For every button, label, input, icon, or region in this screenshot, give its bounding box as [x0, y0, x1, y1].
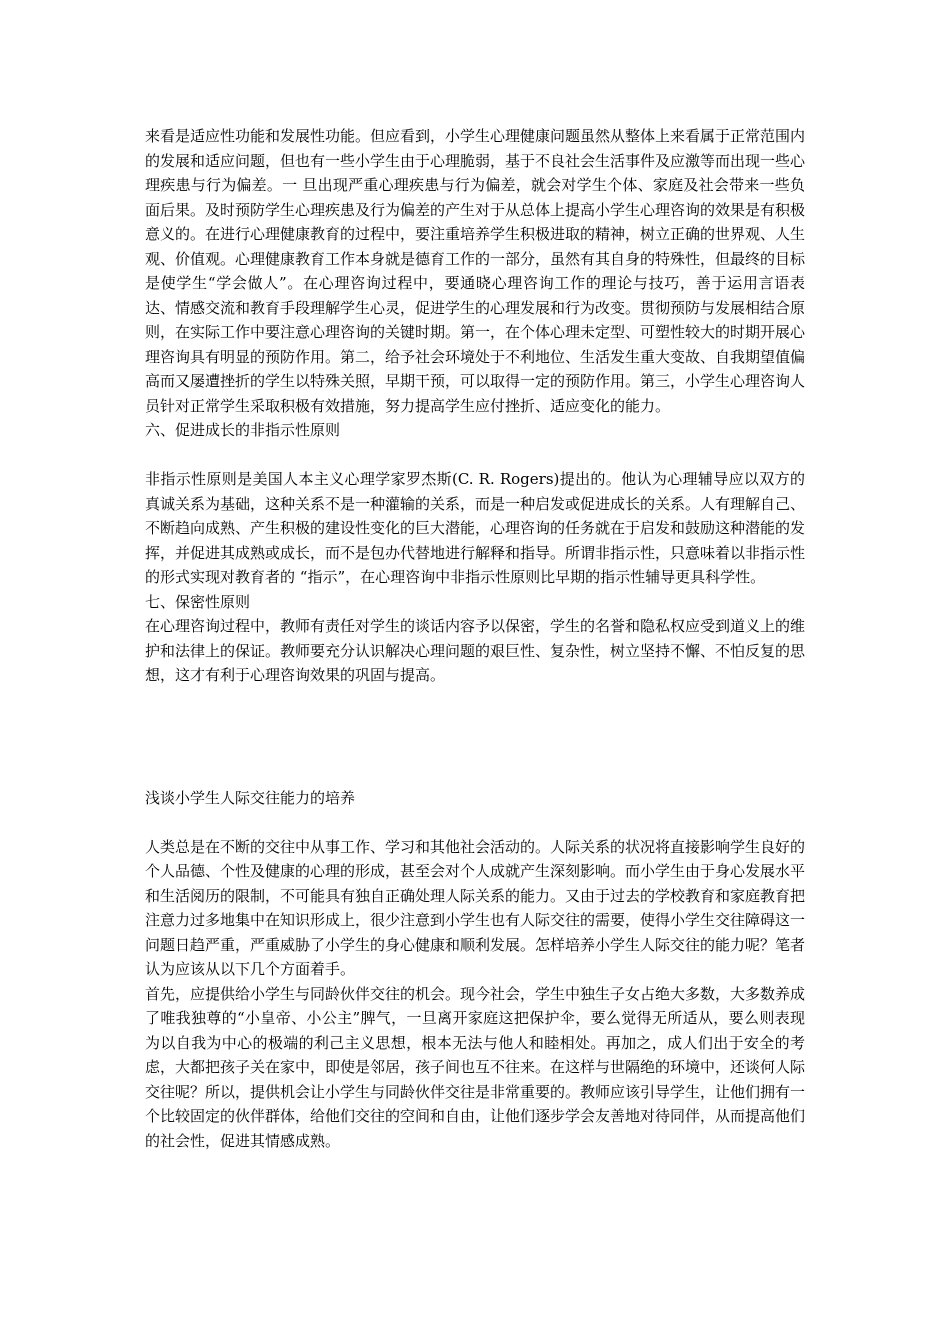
paragraph-non-directive: 非指示性原则是美国人本主义心理学家罗杰斯(C. R. Rogers)提出的。他认为心理辅导应以双方的真诚关系为基础，这种关系不是一种灌输的关系，而是一种启发或促进成长的关系。人有理解自己、不断趋向成熟、产生积极的建设性变化的巨大潜能，心理咨询的任务就在于启发和鼓励这种潜能的发挥，并促进其成熟或成长，而不是包办代替地进行解释和指导。所谓非指示性，只意味着以非指示性的形式实现对教育者的 “指示”，在心理咨询中非指示性原则比早期的指示性辅导更具科学性。	[145, 470, 806, 586]
document-page	[145, 124, 805, 1153]
paragraph-interpersonal-intro: 人类总是在不断的交往中从事工作、学习和其他社会活动的。人际关系的状况将直接影响学生良好的个人品德、个性及健康的心理的形成，甚至会对个人成就产生深刻影响。而小学生由于身心发展水平和生活阅历的限制，不可能具有独自正确处理人际关系的能力。又由于过去的学校教育和家庭教育把注意力过多地集中在知识形成上，很少注意到小学生也有人际交往的需要，使得小学生交往障碍这一问题日趋严重，严重威胁了小学生的身心健康和顺利发展。怎样培养小学生人际交往的能力呢？笔者认为应该从以下几个方面着手。	[145, 837, 806, 978]
paragraph-peer-interaction: 首先，应提供给小学生与同龄伙伴交往的机会。现今社会，学生中独生子女占绝大多数，大多数养成了唯我独尊的“小皇帝、小公主”脾气，一旦离开家庭这把保护伞，要么觉得无所适从，要么则表现为以自我为中心的极端的利己主义思想，根本无法与他人和睦相处。再加之，成人们出于安全的考虑，大都把孩子关在家中，即使是邻居，孩子间也互不往来。在这样与世隔绝的环境中，还谈何人际交往呢？所以，提供机会让小学生与同龄伙伴交往是非常重要的。教师应该引导学生，让他们拥有一个比较固定的伙伴群体，给他们交往的空间和自由，让他们逐步学会友善地对待同伴，从而提高他们的社会性，促进其情感成熟。	[145, 984, 806, 1150]
paragraph-prevention: 来看是适应性功能和发展性功能。但应看到，小学生心理健康问题虽然从整体上来看属于正常范围内的发展和适应问题，但也有一些小学生由于心理脆弱，基于不良社会生活事件及应激等而出现一些心理疾患与行为偏差。一 旦出现严重心理疾患与行为偏差，就会对学生个体、家庭及社会带来一些负面后果。及时预防学生心理疾患及行为偏差的产生对于从总体上提高小学生心理咨询的效果是有积极意义的。在进行心理健康教育的过程中，要注重培养学生积极进取的精神，树立正确的世界观、人生观、价值观。心理健康教育工作本身就是德育工作的一部分，虽然有其自身的特殊性，但最终的目标是使学生“学会做人”。在心理咨询过程中，要通晓心理咨询工作的理论与技巧，善于运用言语表达、情感交流和教育手段理解学生心灵，促进学生的心理发展和行为改变。贯彻预防与发展相结合原则，在实际工作中要注意心理咨询的关键时期。第一，在个体心理未定型、可塑性较大的时期开展心理咨询具有明显的预防作用。第二，给予社会环境处于不利地位、生活发生重大变故、自我期望值偏高而又屡遭挫折的学生以特殊关照，早期干预，可以取得一定的预防作用。第三，小学生心理咨询人员针对正常学生采取积极有效措施，努力提高学生应付挫折、适应变化的能力。	[145, 127, 806, 415]
heading-confidentiality-principle: 七、保密性原则	[145, 592, 251, 611]
blank-space	[145, 688, 805, 786]
heading-non-directive-principle: 六、促进成长的非指示性原则	[145, 421, 341, 439]
article-title: 浅谈小学生人际交往能力的培养	[145, 788, 356, 807]
paragraph-confidentiality: 在心理咨询过程中，教师有责任对学生的谈话内容予以保密，学生的名誉和隐私权应受到道义上的维护和法律上的保证。教师要充分认识解决心理问题的艰巨性、复杂性，树立坚持不懈、不怕反复的思想，这才有利于心理咨询效果的巩固与提高。	[145, 617, 806, 684]
blank-line	[145, 810, 805, 835]
blank-line	[145, 443, 805, 468]
